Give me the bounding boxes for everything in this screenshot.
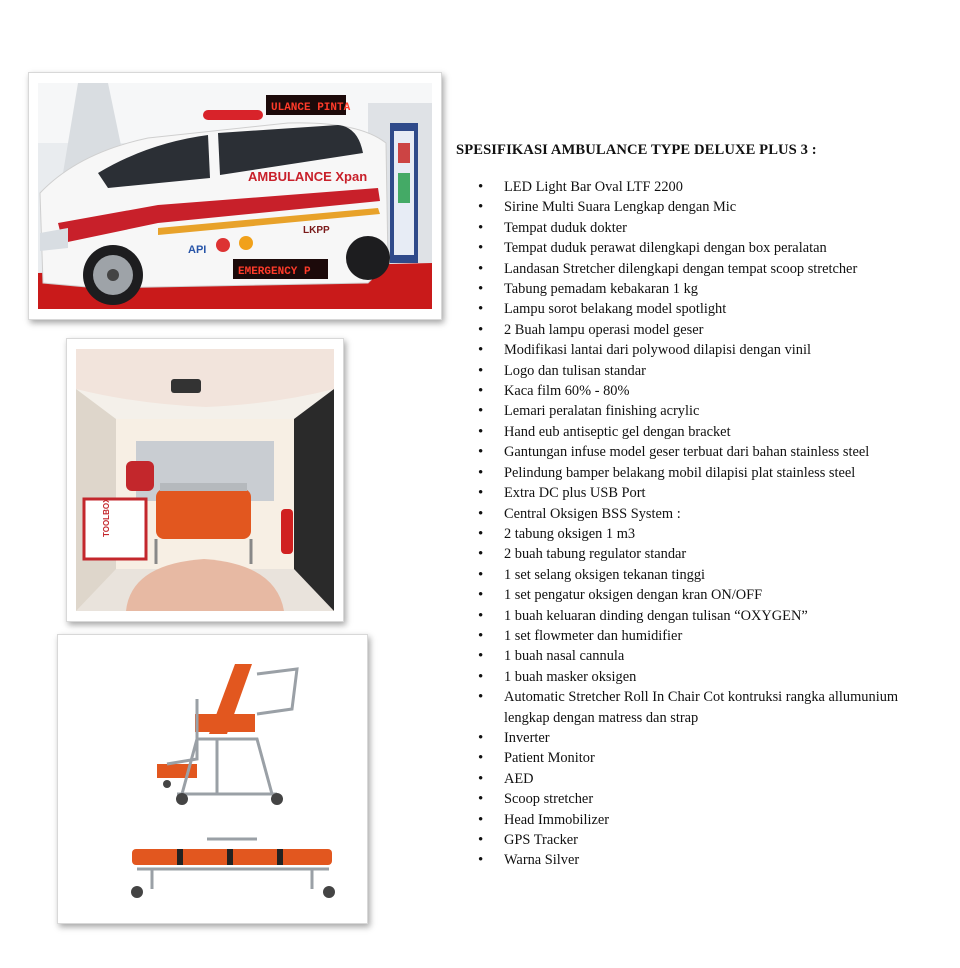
spec-item: • Head Immobilizer (456, 810, 936, 830)
spec-item: • 1 buah nasal cannula (456, 646, 936, 666)
spec-item: • AED (456, 769, 936, 789)
spec-item: • GPS Tracker (456, 830, 936, 850)
spec-item: • Tabung pemadam kebakaran 1 kg (456, 279, 936, 299)
toolbox-label: TOOLBOX (102, 497, 111, 537)
spec-item: • Lemari peralatan finishing acrylic (456, 401, 936, 421)
spec-item: • Modifikasi lantai dari polywood dilapisi dengan vinil (456, 340, 936, 360)
spec-item: • Warna Silver (456, 850, 936, 870)
spec-item: • Logo dan tulisan standar (456, 361, 936, 381)
api-logo-text: API (188, 244, 207, 256)
spec-item: • 1 buah keluaran dinding dengan tulisan “OXYGEN” (456, 606, 936, 626)
spec-item: • Hand eub antiseptic gel dengan bracket (456, 422, 936, 442)
led-sign-bottom: EMERGENCY P (238, 266, 311, 278)
ambulance-interior-image (76, 349, 334, 611)
spec-section (456, 142, 936, 871)
spec-item: • Tempat duduk perawat dilengkapi dengan box peralatan (456, 238, 936, 258)
spec-item: • Lampu sorot belakang model spotlight (456, 299, 936, 319)
spec-item: • 1 set selang oksigen tekanan tinggi (456, 565, 936, 585)
spec-item: • Scoop stretcher (456, 789, 936, 809)
spec-item: • 2 Buah lampu operasi model geser (456, 320, 936, 340)
led-sign-top: ULANCE PINTA (271, 102, 351, 114)
spec-item: • Inverter (456, 728, 936, 748)
spec-item: • Patient Monitor (456, 748, 936, 768)
stretcher-image (67, 644, 358, 914)
spec-item: • 1 buah masker oksigen (456, 667, 936, 687)
spec-item: • Sirine Multi Suara Lengkap dengan Mic (456, 197, 936, 217)
spec-item: • 1 set pengatur oksigen dengan kran ON/OFF (456, 585, 936, 605)
spec-item: • Central Oksigen BSS System : (456, 504, 936, 524)
spec-item: • Pelindung bamper belakang mobil dilapisi plat stainless steel (456, 463, 936, 483)
spec-item: • Tempat duduk dokter (456, 218, 936, 238)
spec-item: • Landasan Stretcher dilengkapi dengan tempat scoop stretcher (456, 259, 936, 279)
ambulance-car-image (38, 83, 432, 309)
stretcher-photo (57, 634, 368, 924)
ambulance-body-text: AMBULANCE Xpan (248, 169, 368, 184)
spec-item: • Automatic Stretcher Roll In Chair Cot kontruksi rangka allumunium lengkap dengan matress dan strap (456, 687, 936, 728)
spec-title: SPESIFIKASI AMBULANCE TYPE DELUXE PLUS 3 : (456, 142, 817, 158)
spec-item: • LED Light Bar Oval LTF 2200 (456, 177, 936, 197)
spec-item: • Gantungan infuse model geser terbuat dari bahan stainless steel (456, 442, 936, 462)
spec-item: • 1 set flowmeter dan humidifier (456, 626, 936, 646)
ambulance-exterior-photo (28, 72, 442, 320)
spec-item: • 2 tabung oksigen 1 m3 (456, 524, 936, 544)
lkpp-logo-text: LKPP (303, 225, 330, 236)
spec-item: • Extra DC plus USB Port (456, 483, 936, 503)
spec-list (456, 177, 936, 871)
spec-item: • 2 buah tabung regulator standar (456, 544, 936, 564)
spec-item: • Kaca film 60% - 80% (456, 381, 936, 401)
ambulance-interior-photo (66, 338, 344, 622)
